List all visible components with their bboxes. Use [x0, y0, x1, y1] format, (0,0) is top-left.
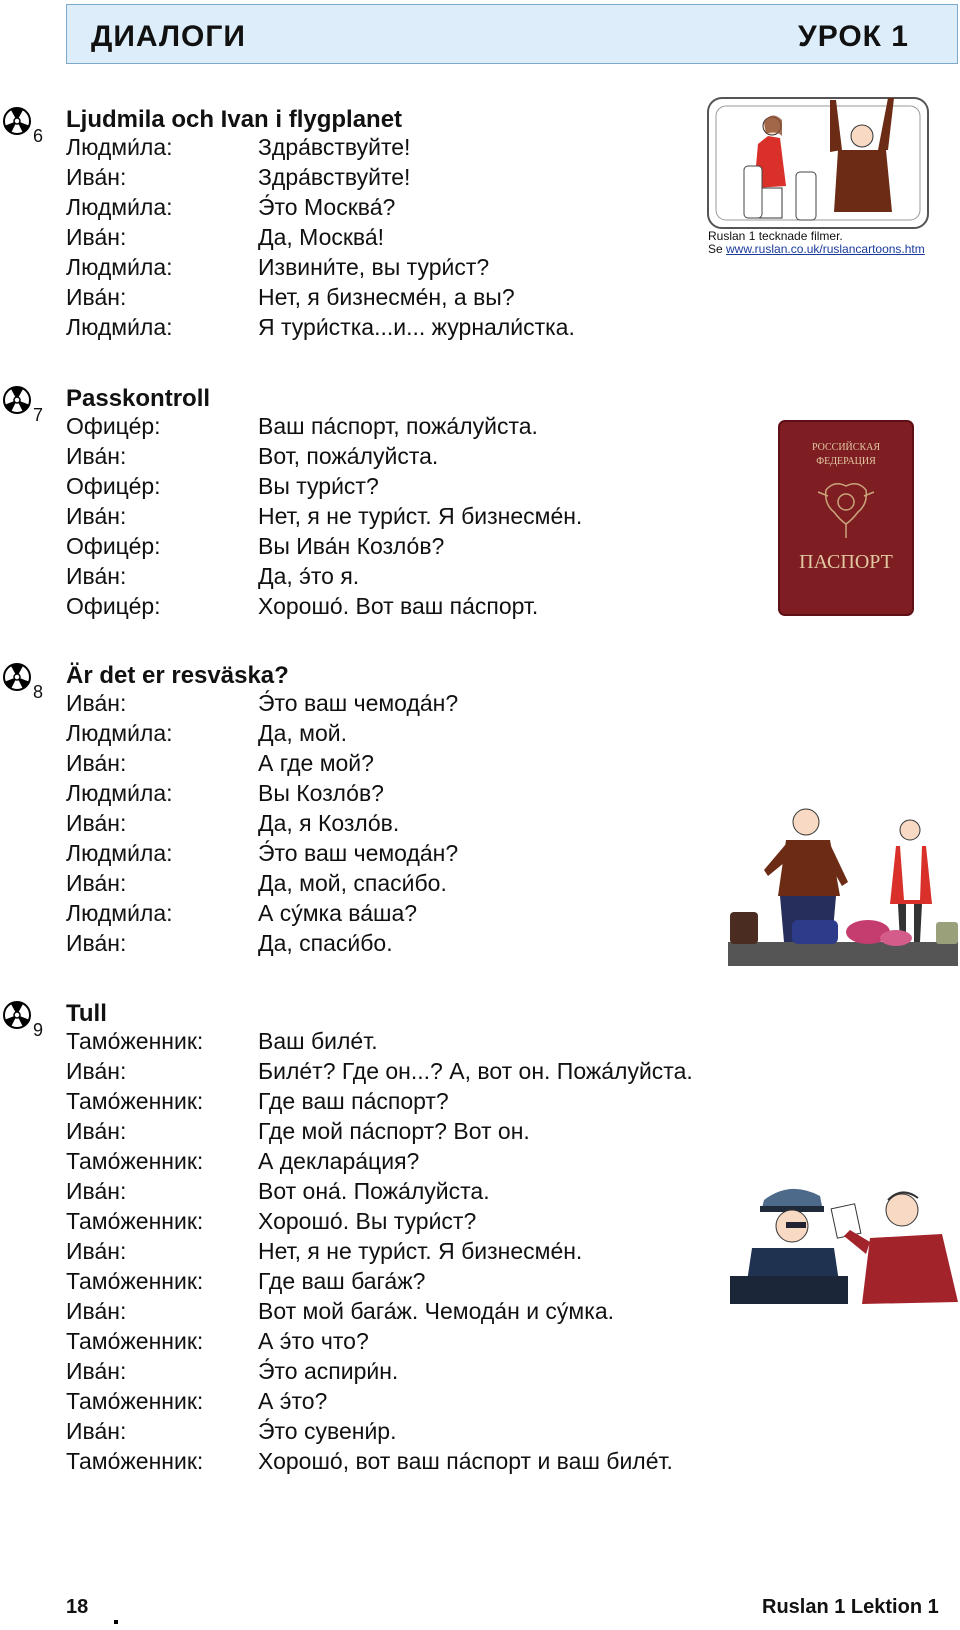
utterance: А деклара́ция?: [258, 1148, 420, 1174]
caption-text: Ruslan 1 tecknade filmer.: [708, 229, 843, 243]
speaker: Ива́н:: [66, 1298, 127, 1324]
speaker: Тамо́женник:: [66, 1028, 204, 1054]
utterance: Где ваш па́спорт?: [258, 1088, 449, 1114]
speaker: Ива́н:: [66, 1238, 127, 1264]
page-number: 18: [66, 1596, 89, 1618]
speaker: Офице́р:: [66, 533, 161, 559]
utterance: Э́то ваш чемода́н?: [258, 690, 459, 716]
speaker: Ива́н:: [66, 1358, 127, 1384]
section-title: Passkontroll: [66, 385, 211, 412]
speaker: Людми́ла:: [66, 194, 173, 220]
speaker: Тамо́женник:: [66, 1268, 204, 1294]
utterance: Здра́вствуйте!: [258, 164, 411, 190]
footer-book-title: Ruslan 1 Lektion 1: [762, 1596, 939, 1618]
speaker: Людми́ла:: [66, 780, 173, 806]
speaker: Тамо́женник:: [66, 1328, 204, 1354]
utterance: Нет, я не тури́ст. Я бизнесме́н.: [258, 1238, 583, 1264]
speaker: Ива́н:: [66, 1058, 127, 1084]
passport-illustration: [778, 420, 914, 616]
utterance: Биле́т? Где он...? А, вот он. Пожа́луйста.: [258, 1058, 693, 1084]
utterance: Э́то Москва́?: [258, 194, 396, 220]
utterance: Вот мой бага́ж. Чемода́н и су́мка.: [258, 1298, 614, 1324]
utterance: Я тури́стка...и... журнали́стка.: [258, 314, 575, 340]
speaker: Ива́н:: [66, 503, 127, 529]
utterance: Да, мой, спаси́бо.: [258, 870, 447, 896]
utterance: Где ваш бага́ж?: [258, 1268, 426, 1294]
passport-country-line1: РОССИЙСКАЯ: [811, 442, 881, 453]
passport-title: ПАСПОРТ: [799, 551, 893, 573]
speaker: Тамо́женник:: [66, 1208, 204, 1234]
plane-cartoon-illustration: [706, 96, 930, 230]
section-number: 6: [33, 126, 44, 146]
speaker: Офице́р:: [66, 473, 161, 499]
section-number: 9: [33, 1020, 44, 1040]
speaker: Ива́н:: [66, 810, 127, 836]
section-title: Ljudmila och Ivan i flygplanet: [66, 106, 403, 133]
speaker: Тамо́женник:: [66, 1448, 204, 1474]
luggage-illustration: [728, 800, 958, 966]
speaker: Ива́н:: [66, 164, 127, 190]
section-title: Tull: [66, 1000, 107, 1027]
audio-cd-icon: [2, 106, 32, 136]
header-lesson: УРОК 1: [798, 20, 909, 53]
speaker: Офице́р:: [66, 593, 161, 619]
caption-link-line: [708, 243, 925, 256]
header-title: ДИАЛОГИ: [91, 20, 246, 53]
utterance: Э́то аспири́н.: [258, 1358, 399, 1384]
utterance: Да, спаси́бо.: [258, 930, 393, 956]
utterance: Э́то сувени́р.: [258, 1418, 397, 1444]
utterance: Ваш па́спорт, пожа́луйста.: [258, 413, 538, 439]
utterance: Вы Ива́н Козло́в?: [258, 533, 445, 559]
utterance: Вот, пожа́луйста.: [258, 443, 439, 469]
section-title: Är det er resväska?: [66, 662, 289, 689]
utterance: А где мой?: [258, 750, 374, 776]
footer-dot: [114, 1620, 118, 1624]
utterance: Хорошо́, вот ваш па́спорт и ваш биле́т.: [258, 1448, 673, 1474]
utterance: Вот она́. Пожа́луйста.: [258, 1178, 490, 1204]
utterance: Вы тури́ст?: [258, 473, 379, 499]
speaker: Людми́ла:: [66, 900, 173, 926]
section-number: 7: [33, 405, 44, 425]
speaker: Ива́н:: [66, 284, 127, 310]
utterance: Да, Москва́!: [258, 224, 385, 250]
utterance: Нет, я бизнесме́н, а вы?: [258, 284, 515, 310]
utterance: А су́мка ва́ша?: [258, 900, 418, 926]
utterance: Нет, я не тури́ст. Я бизнесме́н.: [258, 503, 583, 529]
customs-illustration: [730, 1176, 958, 1306]
speaker: Ива́н:: [66, 1178, 127, 1204]
utterance: Вы Козло́в?: [258, 780, 384, 806]
utterance: Извини́те, вы тури́ст?: [258, 254, 490, 280]
passport-country-line2: ФЕДЕРАЦИЯ: [816, 456, 876, 467]
utterance: Где мой па́спорт? Вот он.: [258, 1118, 530, 1144]
speaker: Ива́н:: [66, 750, 127, 776]
speaker: Ива́н:: [66, 870, 127, 896]
utterance: Да, мой.: [258, 720, 347, 746]
speaker: Ива́н:: [66, 1418, 127, 1444]
utterance: Э́то ваш чемода́н?: [258, 840, 459, 866]
audio-cd-icon: [2, 385, 32, 415]
section-number: 8: [33, 682, 44, 702]
caption-url-link[interactable]: www.ruslan.co.uk/ruslancartoons.htm: [726, 242, 925, 256]
caption-prefix: Se: [708, 242, 727, 256]
utterance: Ваш биле́т.: [258, 1028, 378, 1054]
speaker: Людми́ла:: [66, 134, 173, 160]
utterance: Здра́вствуйте!: [258, 134, 411, 160]
utterance: Хорошо́. Вот ваш па́спорт.: [258, 593, 539, 619]
utterance: А э́то?: [258, 1388, 328, 1414]
illustration-caption: [708, 230, 925, 256]
speaker: Тамо́женник:: [66, 1388, 204, 1414]
speaker: Ива́н:: [66, 224, 127, 250]
speaker: Ива́н:: [66, 690, 127, 716]
speaker: Ива́н:: [66, 1118, 127, 1144]
speaker: Ива́н:: [66, 930, 127, 956]
speaker: Тамо́женник:: [66, 1148, 204, 1174]
utterance: Хорошо́. Вы тури́ст?: [258, 1208, 477, 1234]
audio-cd-icon: [2, 1000, 32, 1030]
speaker: Офице́р:: [66, 413, 161, 439]
utterance: Да, э́то я.: [258, 563, 360, 589]
speaker: Ива́н:: [66, 563, 127, 589]
speaker: Людми́ла:: [66, 254, 173, 280]
speaker: Тамо́женник:: [66, 1088, 204, 1114]
speaker: Людми́ла:: [66, 314, 173, 340]
speaker: Людми́ла:: [66, 840, 173, 866]
utterance: Да, я Козло́в.: [258, 810, 400, 836]
utterance: А э́то что?: [258, 1328, 369, 1354]
audio-cd-icon: [2, 662, 32, 692]
page-header: [66, 4, 958, 64]
speaker: Ива́н:: [66, 443, 127, 469]
speaker: Людми́ла:: [66, 720, 173, 746]
